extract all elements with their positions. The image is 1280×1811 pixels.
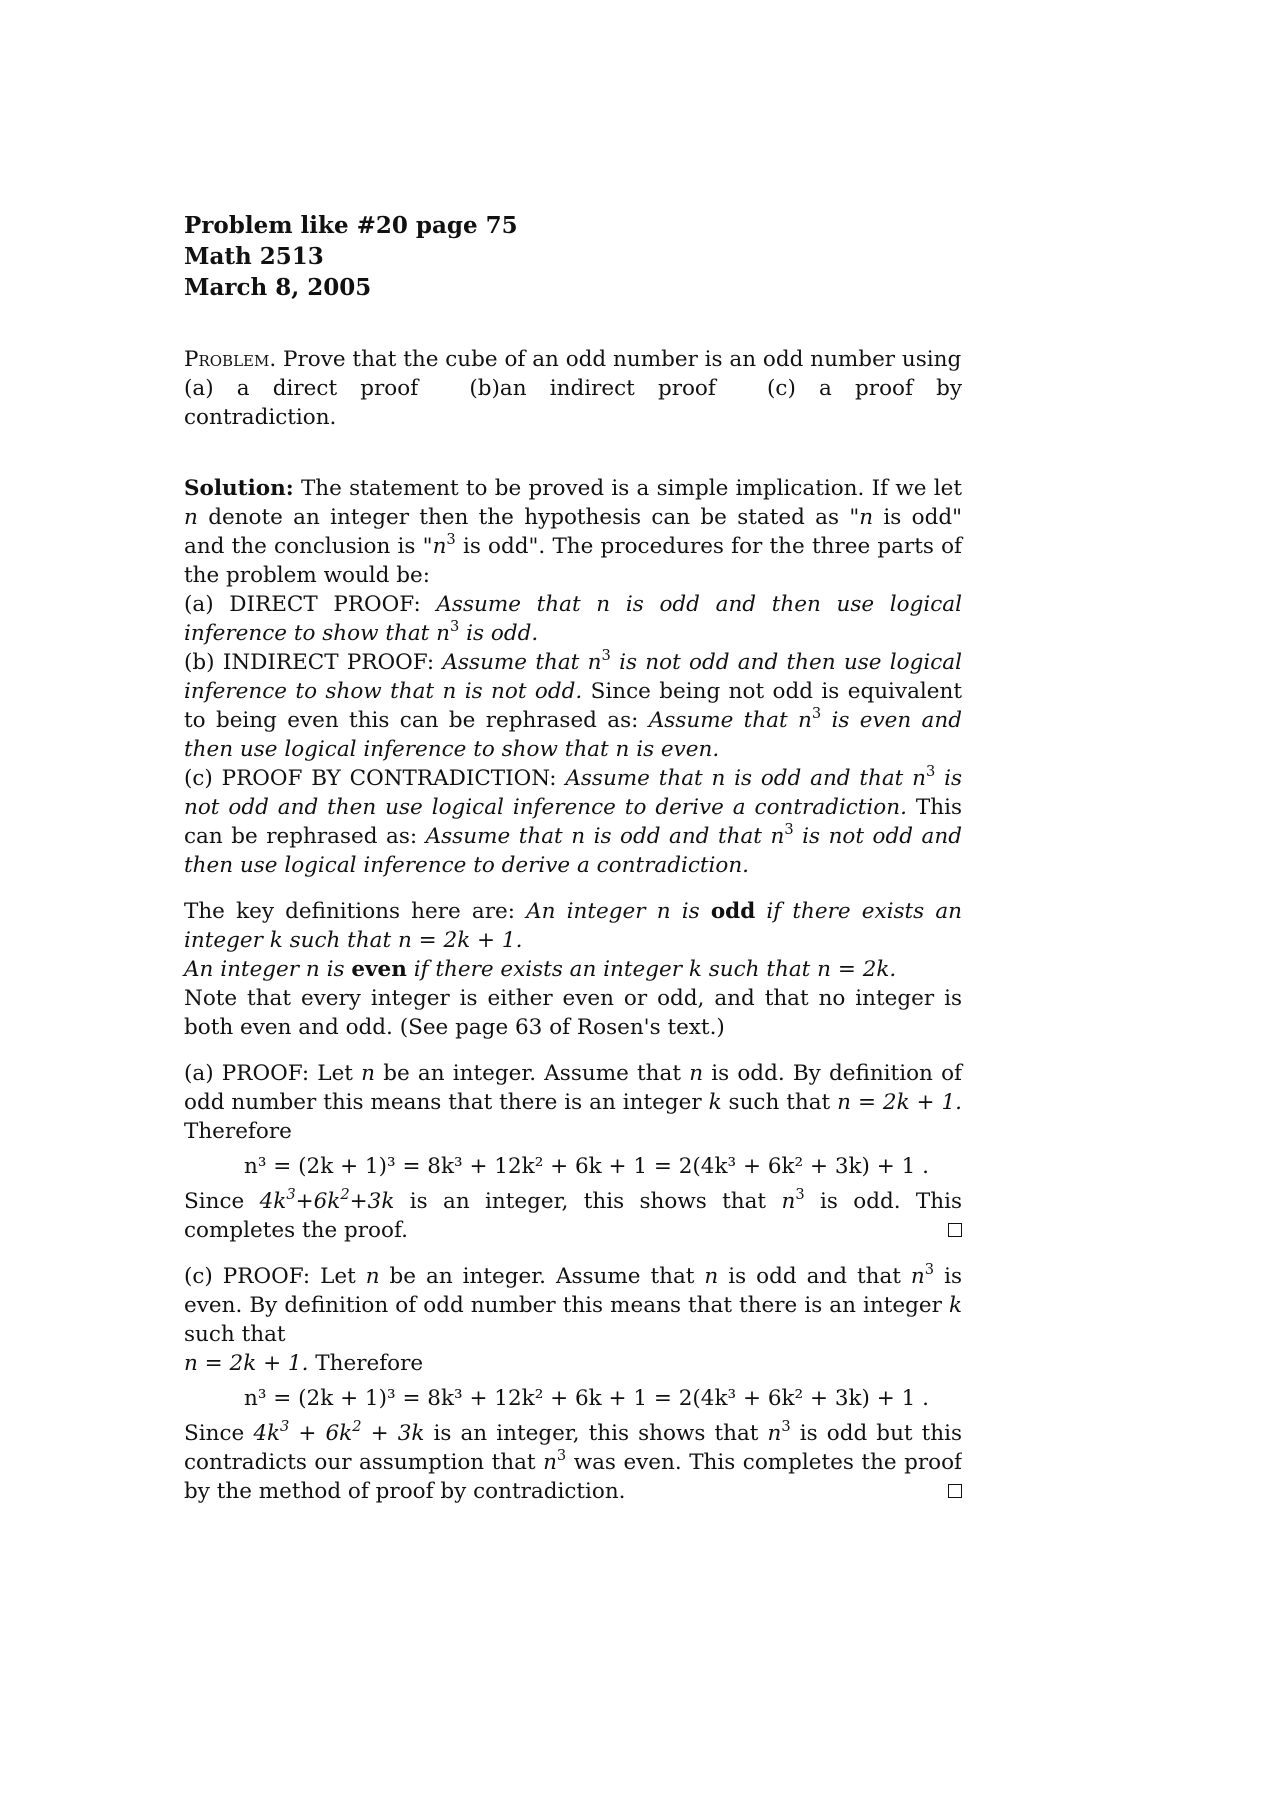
proof-text: (a) PROOF: Let <box>184 1061 353 1086</box>
definitions-intro: The key definitions here are: <box>184 899 515 924</box>
problem-parts <box>184 376 962 430</box>
math-n: n <box>184 505 198 530</box>
math-k: k <box>948 1293 963 1318</box>
proof-text: Since <box>184 1189 245 1214</box>
even-term: even <box>351 957 407 982</box>
math-n: n <box>770 824 785 849</box>
solution-text: is odd". The procedures for the three parts of the problem would be: <box>184 534 963 588</box>
proof-text: be an integer. Assume that <box>389 1264 695 1289</box>
proof-a-equation: n³ = (2k + 1)³ = 8k³ + 12k² + 6k + 1 = 2(4k³ + 6k² + 3k) + 1 . <box>244 1154 929 1179</box>
problem-text: Prove that the cube of an odd number is an odd number using <box>283 347 962 372</box>
math-k: k <box>708 1090 722 1115</box>
odd-term: odd <box>710 899 756 924</box>
odd-equation: n = 2k + 1. <box>397 928 523 953</box>
qed-box-icon <box>948 1484 962 1498</box>
solution-italic: is not odd. <box>464 679 583 704</box>
math-n: n <box>442 679 457 704</box>
solution-text: Since being not odd is equivalent to being even this can be rephrased as: <box>184 679 962 733</box>
proof-c: (c) PROOF: Let n be an integer. Assume that n is odd and that $n^3$ is even. By definition of odd number this means that there is an integer k such that n = 2k + 1. Therefore <box>184 1260 963 1376</box>
math-n: n <box>912 766 926 791</box>
proof-text: is odd but this contradicts our assumption that <box>184 1421 962 1475</box>
math-n: n <box>797 708 812 733</box>
proof-text: (c) PROOF: Let <box>184 1264 356 1289</box>
problem-part-c: (c) a proof by contradiction. <box>184 376 962 430</box>
math-n: n <box>704 1264 719 1289</box>
solution-italic: is odd and then use logical inference to show that <box>184 592 962 646</box>
solution-italic: Assume that <box>565 766 703 791</box>
proof-text: such that <box>728 1090 831 1115</box>
math-n: n <box>781 1189 796 1214</box>
proof-text: such that <box>184 1322 286 1347</box>
even-equation: n = 2k. <box>817 957 897 982</box>
solution-text: denote an integer then the hypothesis can be stated as " <box>208 505 860 530</box>
document-date: March 8, 2005 <box>184 274 372 301</box>
proof-text: Since <box>184 1421 245 1446</box>
definition-italic: An integer <box>526 899 646 924</box>
definitions-note: Note that every integer is either even or odd, and that no integer is both even and odd. (See page 63 of Rosen's text.) <box>184 986 962 1040</box>
problem-part-a: (a) a direct proof <box>184 376 419 401</box>
proof-text: be an integer. Assume that <box>383 1061 681 1086</box>
math-n: n <box>689 1061 704 1086</box>
solution-italic: is not odd and then use logical inference to derive a contradiction. <box>184 766 962 820</box>
solution-text: is odd" and the conclusion is " <box>184 505 962 559</box>
solution-text: The statement to be proved is a simple implication. If we let <box>300 476 962 501</box>
solution-italic: is odd and that <box>734 766 904 791</box>
proof-a <box>184 1059 962 1146</box>
proof-text: was even. This completes the proof by the method of proof by contradiction. <box>184 1450 962 1504</box>
solution-italic: Assume that <box>442 650 580 675</box>
math-poly: $4k^3 + 6k^2 + 3k$ <box>253 1419 425 1446</box>
proof-text: is odd. By definition of odd number this means that there is an integer <box>184 1061 962 1115</box>
definition-italic: An integer <box>184 957 300 982</box>
proof-text: is even. By definition of odd number this means that there is an integer <box>184 1264 962 1318</box>
proof-text: Therefore <box>315 1351 424 1376</box>
solution-italic: Assume that <box>648 708 788 733</box>
math-n: n <box>432 534 447 559</box>
direct-proof-label: (a) DIRECT PROOF: <box>184 592 421 617</box>
math-n: n <box>436 621 450 646</box>
solution-italic: is even. <box>636 737 720 762</box>
solution-italic: is not odd and then use logical inference to show that <box>184 650 962 704</box>
math-n: n <box>656 899 671 924</box>
math-n: n <box>767 1421 782 1446</box>
math-n: n <box>711 766 726 791</box>
contradiction-proof-label: (c) PROOF BY CONTRADICTION: <box>184 766 557 791</box>
definition-italic: is <box>326 957 345 982</box>
problem-statement <box>184 345 962 432</box>
course-name: Math 2513 <box>184 243 324 270</box>
page-content <box>184 210 962 1506</box>
solution-italic: is even and then use logical inference to show that <box>184 708 962 762</box>
proof-text: is an integer, this shows that <box>409 1189 767 1214</box>
problem-label: Problem. <box>184 347 277 372</box>
solution-text: This can be rephrased as: <box>184 795 962 849</box>
proof-c-equation: n³ = (2k + 1)³ = 8k³ + 12k² + 6k + 1 = 2(4k³ + 6k² + 3k) + 1 . <box>244 1386 929 1411</box>
proof-text: Therefore <box>184 1119 292 1144</box>
math-n: n <box>910 1264 925 1289</box>
definition-italic: if there exists an integer <box>184 899 963 953</box>
proof-text: is odd and that <box>728 1264 901 1289</box>
indirect-proof-label: (b) INDIRECT PROOF: <box>184 650 435 675</box>
math-n: n <box>615 737 630 762</box>
solution-section: Solution: The statement to be proved is a simple implication. If we let n denote an integer then the hypothesis can be stated as "n is odd" and the conclusion is "$n^3$ is odd". The procedures for the three parts of the problem would be: (a) DIRECT PROOF: Assume that n is odd and then use logical inference to show that $n^3$ is odd. (b) INDIRECT PROOF: Assume that $n^3$ is not odd and then use logical inference to show that n is not odd. Since being not odd is equivalent to being even this can be rephrased as: Assume that $n^3$ is even and then use logical inference to show that n is even. (c) PROOF BY CONTRADICTION: Assume that n is odd and that $n^3$ is not odd and then use logical inference to derive a contradiction. This can be rephrased as: Assume that n is odd and that $n^3$ is not odd and then use logical inference to derive a contradiction. <box>184 476 963 878</box>
definition-italic: if there exists an integer <box>413 957 683 982</box>
math-n: n <box>543 1450 557 1475</box>
math-n: n <box>361 1061 375 1086</box>
math-poly: $4k^3+6k^2+3k$ <box>259 1187 395 1214</box>
definition-italic: such that <box>289 928 392 953</box>
solution-italic: Assume that <box>425 824 563 849</box>
proof-text: is an integer, this shows that <box>433 1421 759 1446</box>
math-n: n <box>365 1264 380 1289</box>
document-header <box>184 210 962 303</box>
document-title: Problem like #20 page 75 <box>184 212 518 239</box>
definition-italic: such that <box>708 957 811 982</box>
math-equation-inline: n = 2k + 1. <box>184 1351 309 1376</box>
math-n: n <box>305 957 320 982</box>
math-k: k <box>269 928 283 953</box>
math-n: n <box>587 650 602 675</box>
math-k: k <box>688 957 702 982</box>
math-n: n <box>596 592 611 617</box>
solution-italic: Assume that <box>436 592 581 617</box>
math-equation-inline: n = 2k + 1. <box>837 1090 963 1115</box>
proof-text: is odd. This completes the proof. <box>184 1189 962 1243</box>
solution-label: Solution: <box>184 476 294 501</box>
solution-italic: is not odd and then use logical inference to derive a contradiction. <box>184 824 962 878</box>
proof-a-conclusion: Since $4k^3+6k^2+3k$ is an integer, this shows that $n^3$ is odd. This completes the proof. <box>184 1187 962 1243</box>
qed-box-icon <box>948 1223 962 1237</box>
definitions-section <box>184 897 962 1042</box>
solution-italic: is odd and that <box>593 824 762 849</box>
math-n: n <box>571 824 586 849</box>
definition-italic: is <box>681 899 700 924</box>
problem-part-b: (b)an indirect proof <box>469 376 716 401</box>
math-n: n <box>859 505 874 530</box>
solution-italic: is odd. <box>466 621 539 646</box>
proof-c-conclusion: Since $4k^3 + 6k^2 + 3k$ is an integer, this shows that $n^3$ is odd but this contradicts our assumption that $n^3$ was even. This completes the proof by the method of proof by contradiction. <box>184 1419 962 1504</box>
